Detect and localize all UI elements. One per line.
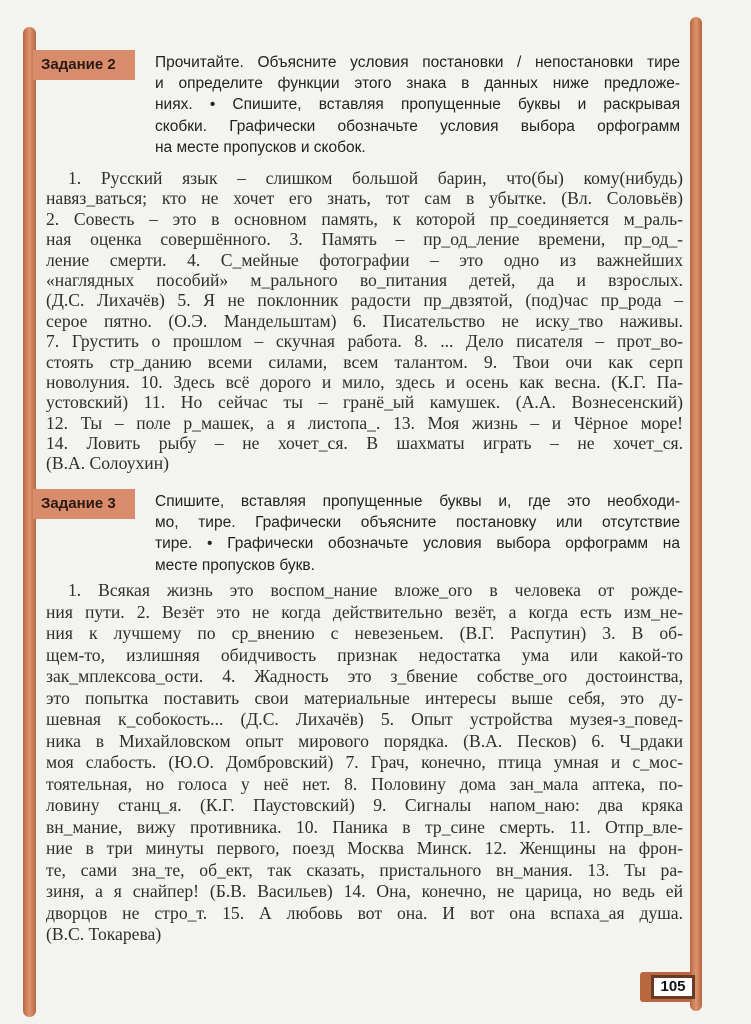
text-line: вн_мание, вижу противника. 10. Паника в тр_сине смерть. 11. Отпр_вле- [46,816,683,837]
text-line: (Д.С. Лихачёв) 5. Я не поклонник радости пр_двзятой, (под)час пр_рода – [46,290,683,311]
text-line: тире. • Графически обозначьте условия выбора орфограмм на [155,535,680,553]
text-line: 2. Совесть – это в основном память, к которой пр_соединяется м_раль- [46,208,683,229]
task3-instruction [155,491,680,576]
text-line: навяз_ваться; кто не хочет его знать, тот сам в убытке. (Вл. Соловьёв) [46,188,683,209]
text-line: моя слабость. (Ю.О. Домбровский) 7. Грач, конечно, птица умная и с_мос- [46,752,683,772]
text-line: Прочитайте. Объясните условия постановки / непостановки тире [155,54,680,71]
text-line: ная оценка совершённого. 3. Память – пр_од_ление времени, пр_од_- [46,229,683,250]
text-line: ния к лучшему по ср_внению с невезеньем. (В.Г. Распутин) 3. В об- [46,623,683,643]
text-line: 1. Всякая жизнь это воспом_нание вложе_ого в человека от рожде- [68,580,683,600]
text-line: ние в три минуты первого, поезд Москва Минск. 12. Женщины на фрон- [46,838,683,858]
text-line: 14. Ловить рыбу – не хочет_ся. В шахматы играть – не хочет_ся. [46,433,683,454]
text-line: тоятельная, но голоса у неё нет. 8. Половину дома зан_мала аптека, по- [46,773,683,794]
task2-instruction [155,52,680,158]
text-line: новолуния. 10. Здесь всё дорого и мило, здесь и осень как весна. (К.Г. Па- [46,371,683,392]
text-line: зак_мплексова_ости. 4. Жадность это з_бвение собстве_ого достоинства, [46,666,683,686]
text-line: те, сами зна_те, об_ект, так сказать, пристального вн_мания. 13. Ты ра- [46,859,683,880]
text-line: ловину станц_я. (К.Г. Паустовский) 9. Сигналы напом_наю: два кряка [46,795,683,815]
text-line: Спишите, вставляя пропущенные буквы и, где это необходи- [155,493,680,510]
text-line: ление смерти. 4. С_мейные фотографии – это одно из важнейших [46,249,683,270]
text-line: стоять стр_данию всеми силами, всем талантом. 9. Твои очи как серп [46,351,683,372]
right-border-bar [690,17,702,1011]
task2-exercise-text [46,168,683,474]
text-line: 7. Грустить о прошлом – скучная работа. 8. ... Дело писателя – прот_во- [46,331,683,352]
text-line: ниях. • Спишите, вставляя пропущенные буквы и раскрывая [155,96,680,114]
page-number: 105 [651,975,695,999]
text-line: щем-то, излишняя обидчивость признак недостатка ума или какой-то [46,644,683,665]
text-line: шевная к_собокость... (Д.С. Лихачёв) 5. Опыт устройства музея-з_повед- [46,709,683,729]
text-line: и определите функции этого знака в данных ниже предложе- [155,75,680,93]
text-line: 1. Русский язык – слишком большой барин, что(бы) кому(нибудь) [68,168,683,188]
text-line: ника в Михайловском опыт мирового порядка. (В.А. Песков) 6. Ч_рдаки [46,730,683,751]
text-line: это попытка поставить свои материальные интересы выше себя, это ду- [46,687,683,708]
text-line: устовский) 11. Но сейчас ты – гранё_ый камушек. (А.А. Вознесенский) [46,392,683,413]
text-line: «наглядных пособий» м_рального во_питания детей, да и взрослых. [46,269,683,290]
text-line: (В.С. Токарева) [46,924,162,944]
task2-label: Задание 2 [33,50,135,80]
text-line: ния пути. 2. Везёт это не когда действительно везёт, а когда есть изм_не- [46,601,683,622]
text-line: дворцов не стро_т. 15. А любовь вот она. И вот она вспаха_ая душа. [46,902,683,923]
text-line: (В.А. Солоухин) [46,453,169,474]
text-line: серое пятно. (О.Э. Мандельштам) 6. Писательство не иску_тво наживы. [46,310,683,331]
text-line: месте пропусков букв. [155,556,315,574]
text-line: скобки. Графически обозначьте условия выбора орфограмм [155,117,680,135]
text-line: мо, тире. Графически объясните постановку или отсутствие [155,514,680,532]
text-line: зиня, а я снайпер! (Б.В. Васильев) 14. Она, конечно, не царица, но ведь ей [46,881,683,901]
task3-label: Задание 3 [33,489,135,519]
task3-exercise-text [46,580,683,946]
left-border-bar [23,27,36,1017]
text-line: 12. Ты – поле р_машек, а я листопа_. 13. Моя жизнь – и Чёрное море! [46,412,683,433]
text-line: на месте пропусков и скобок. [155,138,366,156]
